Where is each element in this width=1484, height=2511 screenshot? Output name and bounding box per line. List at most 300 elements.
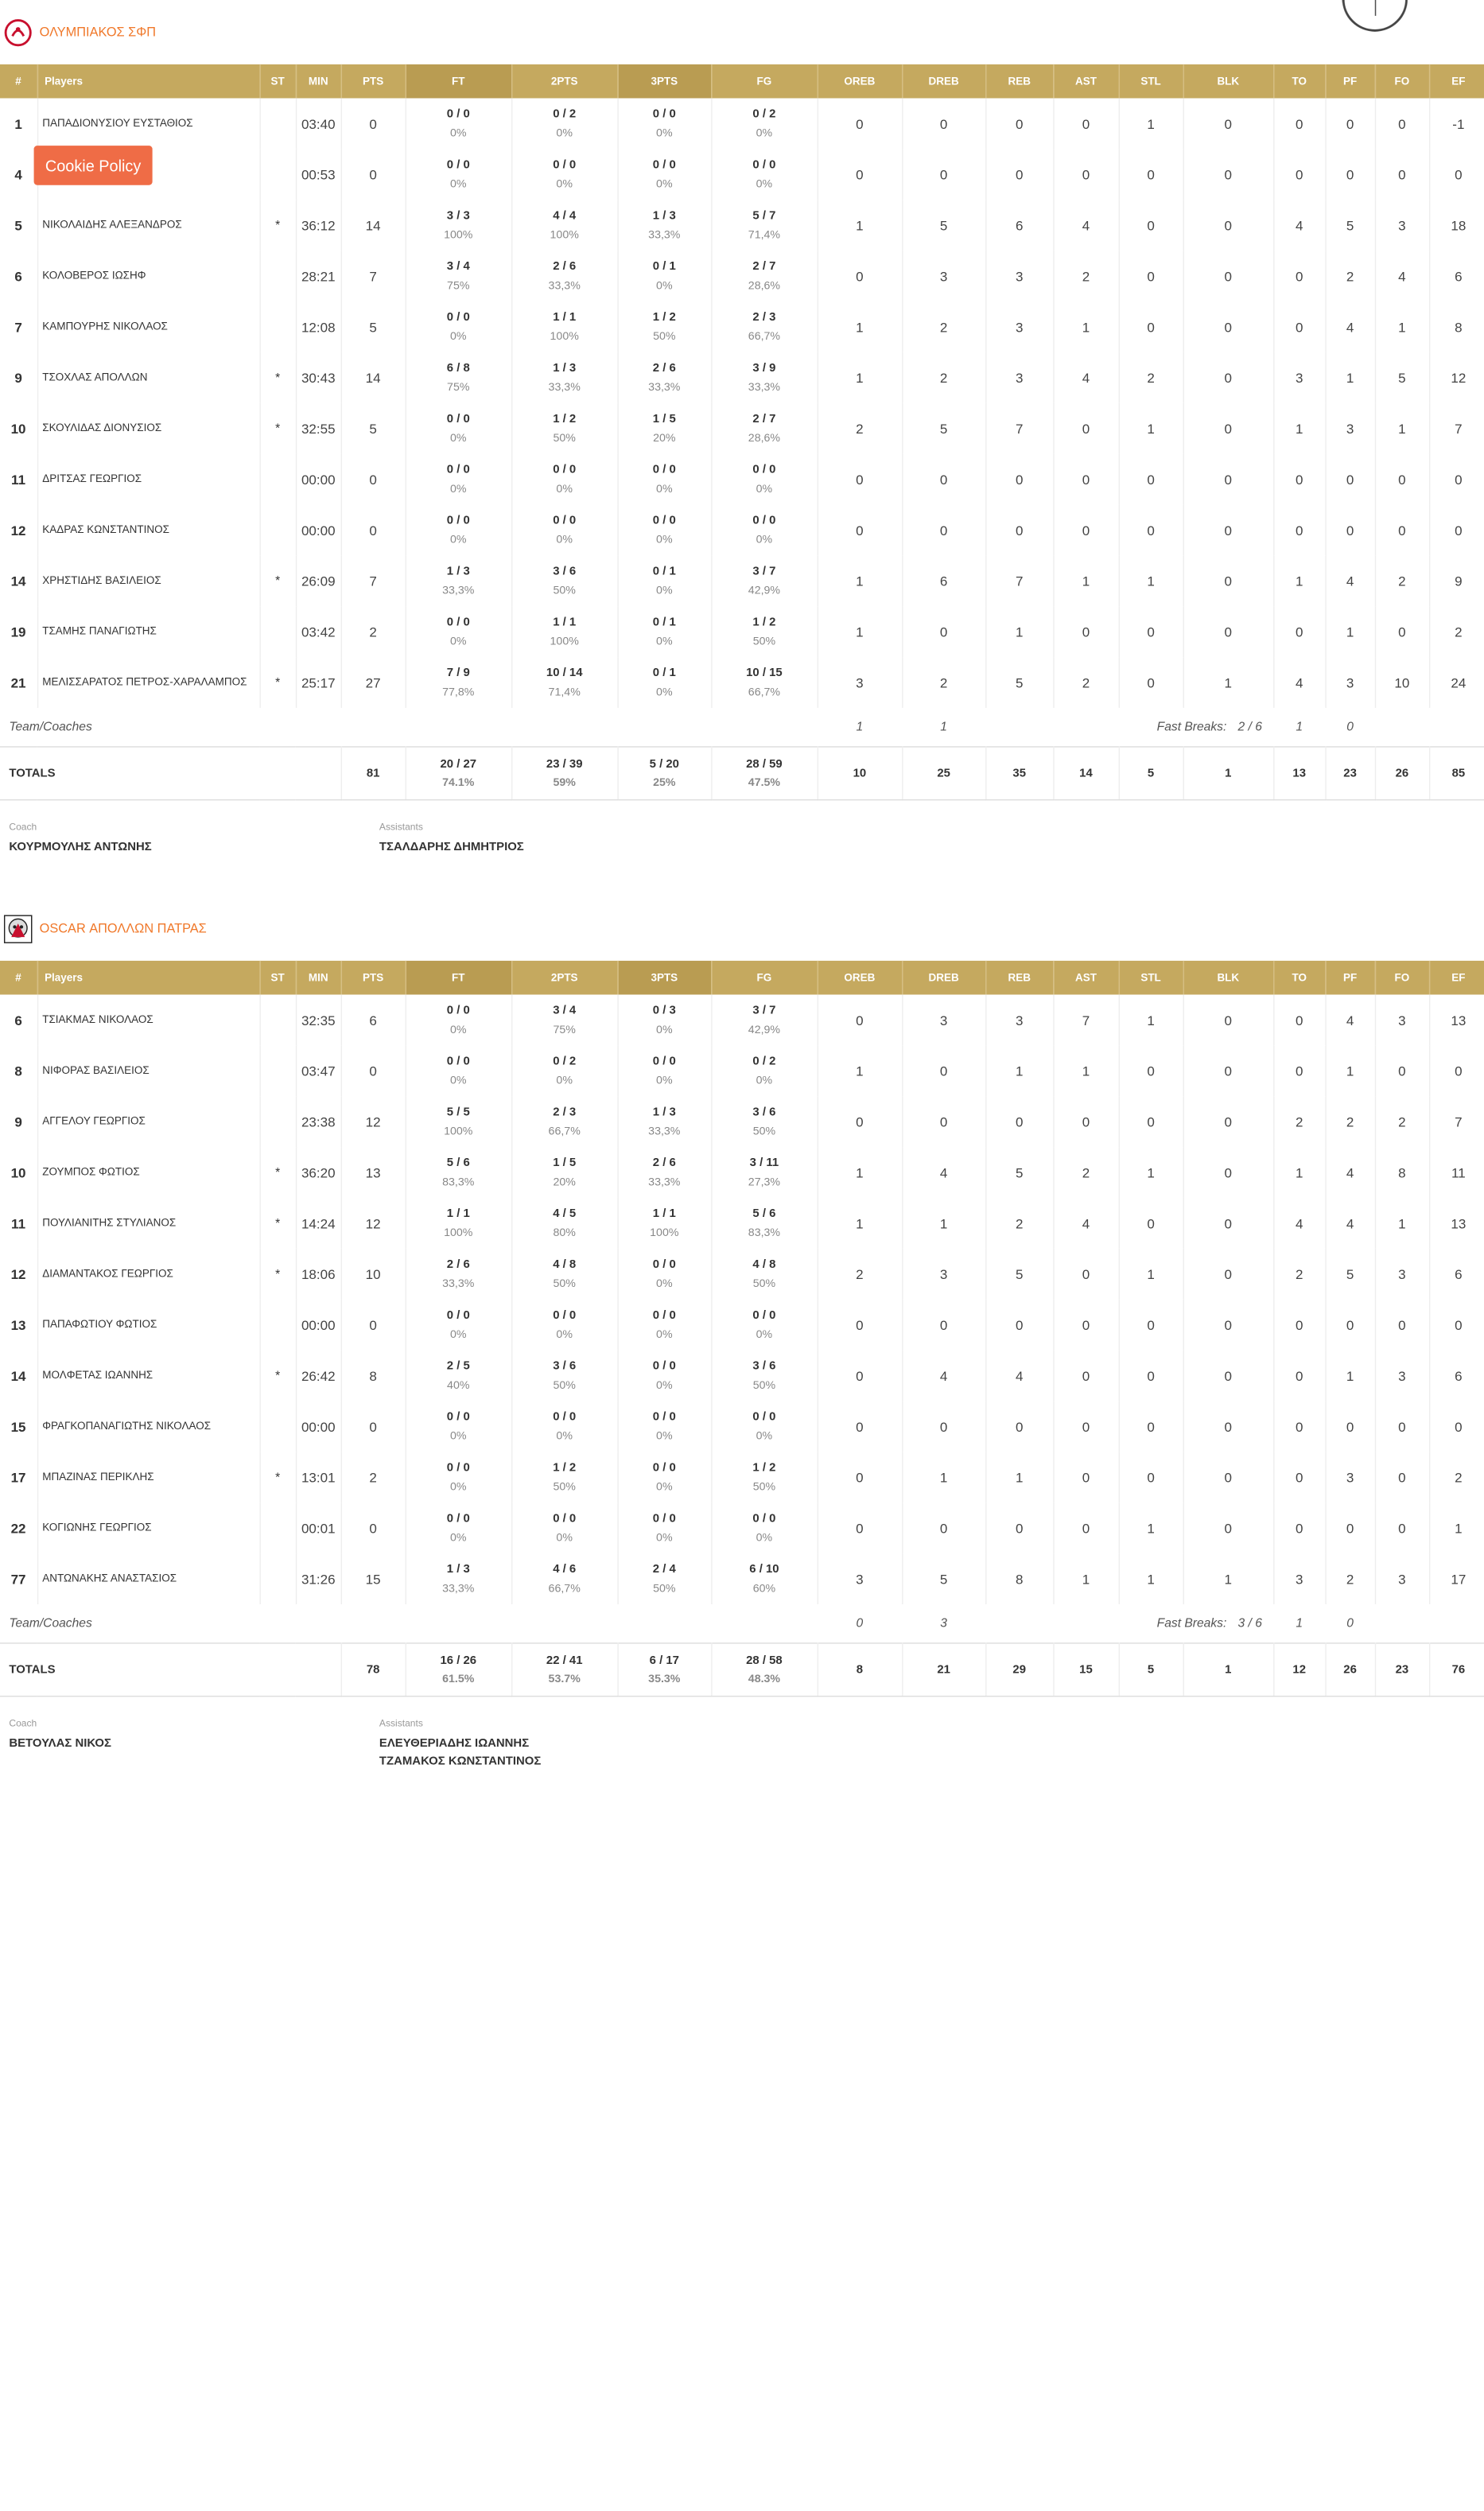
column-header[interactable]: BLK — [1183, 64, 1274, 99]
shooting-cell — [511, 606, 617, 657]
player-row[interactable] — [0, 606, 1484, 657]
stat-ef: 0 — [1429, 149, 1484, 200]
player-name-link[interactable]: ΝΙΦΟΡΑΣ ΒΑΣΙΛΕΙΟΣ — [37, 1045, 260, 1096]
percentage: 100% — [444, 229, 473, 242]
shooting-cell — [617, 555, 711, 606]
total-stl: 5 — [1119, 747, 1183, 800]
total-oreb: 10 — [818, 747, 902, 800]
column-header[interactable]: FT — [406, 961, 511, 995]
player-name-link[interactable]: ΤΣΟΧΛΑΣ ΑΠΟΛΛΩΝ — [37, 352, 260, 403]
percentage: 50% — [653, 330, 676, 344]
stat-oreb: 1 — [818, 555, 902, 606]
made-attempts: 0 / 0 — [752, 157, 776, 172]
player-name-link[interactable]: ΔΙΑΜΑΝΤΑΚΟΣ ΓΕΩΡΓΙΟΣ — [37, 1249, 260, 1300]
player-name-link[interactable]: ΑΓΓΕΛΟΥ ΓΕΩΡΓΙΟΣ — [37, 1096, 260, 1147]
team-oreb: 0 — [856, 1616, 864, 1631]
stat-pf: 5 — [1325, 200, 1374, 251]
stat-oreb: 1 — [818, 301, 902, 352]
column-header[interactable]: DREB — [902, 64, 985, 99]
player-name-link[interactable]: ΤΣΑΜΗΣ ΠΑΝΑΓΙΩΤΗΣ — [37, 606, 260, 657]
stat-oreb: 1 — [818, 606, 902, 657]
player-name-link[interactable]: ΠΟΥΛΙΑΝΙΤΗΣ ΣΤΥΛΙΑΝΟΣ — [37, 1198, 260, 1249]
column-header[interactable]: OREB — [818, 961, 902, 995]
team-name[interactable]: ΟΛΥΜΠΙΑΚΟΣ ΣΦΠ — [39, 25, 157, 39]
stat-reb: 7 — [985, 555, 1053, 606]
shooting-cell — [711, 454, 817, 505]
player-name-link[interactable]: ΣΚΟΥΛΙΔΑΣ ΔΙΟΝΥΣΙΟΣ — [37, 403, 260, 454]
column-header[interactable]: ST — [259, 961, 295, 995]
stat-blk: 0 — [1183, 1147, 1274, 1198]
total-made-attempts: 20 / 27 — [440, 757, 477, 772]
made-attempts: 0 / 1 — [652, 615, 676, 629]
player-row[interactable] — [0, 301, 1484, 352]
stat-ast: 4 — [1053, 1198, 1118, 1249]
stat-reb: 6 — [985, 200, 1053, 251]
stat-reb: 7 — [985, 403, 1053, 454]
column-header[interactable]: MIN — [296, 961, 341, 995]
column-header[interactable]: FG — [711, 64, 817, 99]
shooting-cell — [406, 994, 511, 1045]
stat-dreb: 1 — [902, 1452, 985, 1502]
player-row[interactable] — [0, 454, 1484, 505]
stat-oreb: 0 — [818, 1096, 902, 1147]
shooting-cell — [711, 98, 817, 149]
stat-ef: 7 — [1429, 403, 1484, 454]
stat-ef: 17 — [1429, 1553, 1484, 1604]
shooting-cell — [511, 200, 617, 251]
fast-breaks-value: 2 / 6 — [1237, 720, 1262, 734]
made-attempts: 3 / 6 — [553, 1359, 577, 1373]
percentage: 0% — [656, 1532, 673, 1545]
player-number: 21 — [0, 657, 37, 708]
made-attempts: 0 / 0 — [446, 157, 470, 172]
total-fo: 26 — [1375, 747, 1429, 800]
player-name-link[interactable]: ΚΟΛΟΒΕΡΟΣ ΙΩΣΗΦ — [37, 251, 260, 301]
stat-stl: 1 — [1119, 1147, 1183, 1198]
stat-stl: 0 — [1119, 1096, 1183, 1147]
stat-blk: 0 — [1183, 1502, 1274, 1553]
stat-pf: 1 — [1325, 1045, 1374, 1096]
column-header[interactable]: PTS — [341, 961, 406, 995]
shooting-cell — [711, 1502, 817, 1553]
made-attempts: 3 / 6 — [752, 1359, 776, 1373]
player-row[interactable] — [0, 251, 1484, 301]
shooting-cell — [406, 1096, 511, 1147]
minutes: 03:40 — [296, 98, 341, 149]
percentage: 0% — [556, 534, 573, 546]
stat-oreb: 3 — [818, 1553, 902, 1604]
player-name-link[interactable]: ΚΑΔΡΑΣ ΚΩΝΣΤΑΝΤΙΝΟΣ — [37, 504, 260, 555]
column-header[interactable]: DREB — [902, 961, 985, 995]
stat-blk: 0 — [1183, 606, 1274, 657]
player-name-link[interactable]: ΦΡΑΓΚΟΠΑΝΑΓΙΩΤΗΣ ΝΙΚΟΛΑΟΣ — [37, 1401, 260, 1452]
column-header[interactable]: PF — [1325, 64, 1374, 99]
percentage: 0% — [756, 1075, 773, 1087]
player-number: 13 — [0, 1300, 37, 1351]
player-number: 19 — [0, 606, 37, 657]
shooting-cell — [406, 251, 511, 301]
column-header[interactable]: REB — [985, 64, 1053, 99]
column-header[interactable]: AST — [1053, 64, 1118, 99]
stat-ast: 0 — [1053, 1096, 1118, 1147]
player-row[interactable] — [0, 504, 1484, 555]
made-attempts: 3 / 4 — [446, 259, 470, 274]
shooting-cell — [406, 454, 511, 505]
totals-label: TOTALS — [0, 1643, 341, 1697]
player-name-link[interactable]: ΠΑΠΑΔΙΟΝΥΣΙΟΥ ΕΥΣΤΑΘΙΟΣ — [37, 98, 260, 149]
stat-dreb: 2 — [902, 657, 985, 708]
percentage: 50% — [752, 1125, 776, 1138]
made-attempts: 4 / 6 — [553, 1562, 577, 1576]
percentage: 66,7% — [548, 1125, 581, 1138]
player-row[interactable] — [0, 1147, 1484, 1198]
stat-dreb: 0 — [902, 1045, 985, 1096]
player-row[interactable] — [0, 1096, 1484, 1147]
stat-ef: 6 — [1429, 251, 1484, 301]
stat-ef: 9 — [1429, 555, 1484, 606]
column-header[interactable]: AST — [1053, 961, 1118, 995]
player-row[interactable] — [0, 1249, 1484, 1300]
player-row[interactable] — [0, 352, 1484, 403]
stat-ast: 0 — [1053, 1502, 1118, 1553]
made-attempts: 1 / 1 — [652, 1207, 676, 1221]
total-made-attempts: 28 / 58 — [746, 1654, 783, 1668]
starter-marker: * — [259, 657, 295, 708]
column-header[interactable]: BLK — [1183, 961, 1274, 995]
shooting-cell — [617, 657, 711, 708]
shooting-cell — [511, 1401, 617, 1452]
percentage: 83,3% — [748, 1226, 781, 1240]
column-header[interactable]: STL — [1119, 961, 1183, 995]
made-attempts: 0 / 0 — [652, 1308, 676, 1323]
stat-reb: 5 — [985, 1147, 1053, 1198]
stat-dreb: 0 — [902, 504, 985, 555]
stat-stl: 2 — [1119, 352, 1183, 403]
starter-marker: * — [259, 352, 295, 403]
minutes: 26:42 — [296, 1351, 341, 1401]
boxscore-table — [0, 961, 1484, 1697]
team-to: 1 — [1296, 1616, 1303, 1631]
percentage: 66,7% — [748, 330, 781, 344]
starter-marker — [259, 1401, 295, 1452]
stat-oreb: 0 — [818, 149, 902, 200]
player-row[interactable] — [0, 200, 1484, 251]
stat-to: 1 — [1273, 555, 1325, 606]
column-header[interactable]: Players — [37, 64, 260, 99]
made-attempts: 5 / 7 — [752, 208, 776, 223]
starter-marker — [259, 504, 295, 555]
player-row[interactable] — [0, 1401, 1484, 1452]
percentage: 0% — [756, 1430, 773, 1443]
player-number: 12 — [0, 504, 37, 555]
stat-fo: 2 — [1375, 555, 1429, 606]
fast-breaks — [1053, 1604, 1273, 1643]
player-name-link[interactable]: ΜΟΛΦΕΤΑΣ ΙΩΑΝΝΗΣ — [37, 1351, 260, 1401]
player-name-link[interactable]: ΔΡΙΤΣΑΣ ΓΕΩΡΓΙΟΣ — [37, 454, 260, 505]
made-attempts: 0 / 0 — [652, 1409, 676, 1424]
stat-pf: 0 — [1325, 454, 1374, 505]
player-name-link[interactable]: ΠΑΠΑΦΩΤΙΟΥ ΦΩΤΙΟΣ — [37, 1300, 260, 1351]
column-header[interactable]: # — [0, 961, 37, 995]
player-row[interactable] — [0, 994, 1484, 1045]
points: 0 — [341, 1502, 406, 1553]
stat-oreb: 0 — [818, 1351, 902, 1401]
stat-to: 0 — [1273, 504, 1325, 555]
player-row[interactable] — [0, 1553, 1484, 1604]
column-header[interactable]: Players — [37, 961, 260, 995]
total-percentage: 74.1% — [442, 776, 475, 790]
fast-breaks — [1053, 708, 1273, 747]
starter-marker — [259, 1096, 295, 1147]
points: 12 — [341, 1198, 406, 1249]
shooting-cell — [711, 1198, 817, 1249]
stat-pf: 2 — [1325, 1096, 1374, 1147]
points: 0 — [341, 504, 406, 555]
percentage: 33,3% — [648, 229, 681, 242]
shooting-cell — [617, 1249, 711, 1300]
column-header[interactable]: OREB — [818, 64, 902, 99]
shooting-cell — [406, 200, 511, 251]
player-number: 15 — [0, 1401, 37, 1452]
shooting-cell — [406, 1249, 511, 1300]
percentage: 0% — [656, 1277, 673, 1291]
column-header[interactable]: FO — [1375, 64, 1429, 99]
stat-reb: 1 — [985, 606, 1053, 657]
shooting-cell — [511, 98, 617, 149]
coach-label: Coach — [9, 1716, 37, 1729]
starter-marker: * — [259, 1452, 295, 1502]
made-attempts: 1 / 1 — [553, 310, 577, 325]
made-attempts: 1 / 3 — [446, 1562, 470, 1576]
percentage: 0% — [450, 483, 467, 496]
made-attempts: 2 / 3 — [553, 1105, 577, 1119]
header-row — [0, 961, 1484, 995]
stat-ef: -1 — [1429, 98, 1484, 149]
made-attempts: 3 / 6 — [752, 1105, 776, 1119]
shooting-cell — [617, 98, 711, 149]
column-header[interactable]: TO — [1273, 64, 1325, 99]
column-header[interactable]: FO — [1375, 961, 1429, 995]
made-attempts: 0 / 0 — [553, 462, 577, 476]
shooting-cell — [617, 200, 711, 251]
player-name-link[interactable]: ΧΡΗΣΤΙΔΗΣ ΒΑΣΙΛΕΙΟΣ — [37, 555, 260, 606]
shooting-cell — [711, 1147, 817, 1198]
stat-oreb: 0 — [818, 504, 902, 555]
stat-stl: 0 — [1119, 454, 1183, 505]
column-header[interactable]: FT — [406, 64, 511, 99]
player-name-link[interactable]: ΚΑΜΠΟΥΡΗΣ ΝΙΚΟΛΑΟΣ — [37, 301, 260, 352]
made-attempts: 2 / 3 — [752, 310, 776, 325]
stat-ast: 7 — [1053, 994, 1118, 1045]
player-name-link[interactable]: ΜΠΑΖΙΝΑΣ ΠΕΡΙΚΛΗΣ — [37, 1452, 260, 1502]
stat-pf: 1 — [1325, 1351, 1374, 1401]
shooting-cell — [406, 1502, 511, 1553]
column-header[interactable]: MIN — [296, 64, 341, 99]
points: 0 — [341, 1401, 406, 1452]
player-name-link[interactable]: ΚΟΓΙΩΝΗΣ ΓΕΩΡΓΙΟΣ — [37, 1502, 260, 1553]
player-name-link[interactable]: ΖΟΥΜΠΟΣ ΦΩΤΙΟΣ — [37, 1147, 260, 1198]
shooting-cell — [711, 149, 817, 200]
made-attempts: 0 / 0 — [553, 1409, 577, 1424]
stat-stl: 0 — [1119, 200, 1183, 251]
stat-blk: 0 — [1183, 352, 1274, 403]
column-header[interactable]: # — [0, 64, 37, 99]
cookie-policy-button[interactable]: Cookie Policy — [34, 146, 153, 185]
stat-to: 0 — [1273, 1502, 1325, 1553]
stat-to: 0 — [1273, 1045, 1325, 1096]
column-header[interactable]: EF — [1429, 961, 1484, 995]
player-number: 6 — [0, 994, 37, 1045]
percentage: 0% — [450, 1075, 467, 1087]
total-made-attempts: 16 / 26 — [440, 1654, 477, 1668]
column-header[interactable]: TO — [1273, 961, 1325, 995]
player-row[interactable] — [0, 1300, 1484, 1351]
percentage: 33,3% — [442, 585, 475, 597]
stat-fo: 1 — [1375, 301, 1429, 352]
points: 2 — [341, 1452, 406, 1502]
player-row[interactable] — [0, 1351, 1484, 1401]
player-row[interactable] — [0, 1045, 1484, 1096]
column-header[interactable]: PF — [1325, 961, 1374, 995]
stat-ef: 13 — [1429, 1198, 1484, 1249]
player-name-link[interactable]: ΤΣΙΑΚΜΑΣ ΝΙΚΟΛΑΟΣ — [37, 994, 260, 1045]
percentage: 0% — [656, 534, 673, 546]
column-header[interactable]: REB — [985, 961, 1053, 995]
shooting-cell — [617, 1553, 711, 1604]
percentage: 0% — [656, 1430, 673, 1443]
stat-fo: 0 — [1375, 606, 1429, 657]
stat-ast: 0 — [1053, 98, 1118, 149]
total-points: 81 — [341, 747, 406, 800]
column-header[interactable]: 2PTS — [511, 961, 617, 995]
player-name-link[interactable]: ΜΕΛΙΣΣΑΡΑΤΟΣ ΠΕΤΡΟΣ-ΧΑΡΑΛΑΜΠΟΣ — [37, 657, 260, 708]
column-header[interactable]: FG — [711, 961, 817, 995]
player-name-link[interactable]: ΝΙΚΟΛΑΙΔΗΣ ΑΛΕΞΑΝΔΡΟΣ — [37, 200, 260, 251]
column-header[interactable]: 2PTS — [511, 64, 617, 99]
stat-oreb: 0 — [818, 454, 902, 505]
made-attempts: 0 / 0 — [553, 157, 577, 172]
stat-blk: 0 — [1183, 1249, 1274, 1300]
made-attempts: 1 / 1 — [553, 615, 577, 629]
shooting-cell — [617, 1300, 711, 1351]
column-header[interactable]: STL — [1119, 64, 1183, 99]
points: 0 — [341, 1045, 406, 1096]
player-row[interactable] — [0, 403, 1484, 454]
stat-dreb: 0 — [902, 1096, 985, 1147]
shooting-cell — [511, 149, 617, 200]
stat-ast: 0 — [1053, 149, 1118, 200]
stat-dreb: 3 — [902, 251, 985, 301]
stat-fo: 3 — [1375, 200, 1429, 251]
player-number: 12 — [0, 1249, 37, 1300]
minutes: 00:00 — [296, 1300, 341, 1351]
stat-fo: 3 — [1375, 994, 1429, 1045]
made-attempts: 10 / 15 — [746, 666, 783, 680]
column-header[interactable]: 3PTS — [617, 961, 711, 995]
assistants-label: Assistants — [379, 1716, 423, 1729]
shooting-cell — [617, 1147, 711, 1198]
total-percentage: 35.3% — [648, 1673, 681, 1686]
total-ast: 15 — [1053, 1643, 1118, 1697]
stat-blk: 0 — [1183, 301, 1274, 352]
stat-ef: 2 — [1429, 1452, 1484, 1502]
stat-oreb: 1 — [818, 1045, 902, 1096]
stat-ef: 11 — [1429, 1147, 1484, 1198]
minutes: 03:42 — [296, 606, 341, 657]
coaches-area — [0, 800, 1483, 879]
percentage: 0% — [450, 1481, 467, 1494]
team-name[interactable]: OSCAR ΑΠΟΛΛΩΝ ΠΑΤΡΑΣ — [39, 921, 207, 935]
player-row[interactable] — [0, 657, 1484, 708]
shooting-cell — [617, 403, 711, 454]
player-number: 17 — [0, 1452, 37, 1502]
stat-fo: 0 — [1375, 1300, 1429, 1351]
stat-pf: 0 — [1325, 149, 1374, 200]
made-attempts: 0 / 0 — [652, 1054, 676, 1068]
player-row[interactable] — [0, 1452, 1484, 1502]
stat-pf: 3 — [1325, 657, 1374, 708]
stat-to: 0 — [1273, 994, 1325, 1045]
total-blk: 1 — [1183, 1643, 1274, 1697]
player-row[interactable] — [0, 555, 1484, 606]
made-attempts: 7 / 9 — [446, 666, 470, 680]
starter-marker — [259, 1553, 295, 1604]
player-row[interactable] — [0, 1502, 1484, 1553]
percentage: 0% — [656, 1024, 673, 1037]
percentage: 33,3% — [748, 381, 781, 395]
percentage: 42,9% — [748, 1024, 781, 1037]
column-header[interactable]: EF — [1429, 64, 1484, 99]
column-header[interactable]: 3PTS — [617, 64, 711, 99]
shooting-cell — [711, 606, 817, 657]
made-attempts: 10 / 14 — [546, 666, 583, 680]
player-number: 4 — [0, 149, 37, 200]
stat-blk: 0 — [1183, 1452, 1274, 1502]
team-pf: 0 — [1346, 1616, 1354, 1631]
stat-reb: 0 — [985, 1502, 1053, 1553]
player-name-link[interactable]: ΑΝΤΩΝΑΚΗΣ ΑΝΑΣΤΑΣΙΟΣ — [37, 1553, 260, 1604]
starter-marker — [259, 98, 295, 149]
team-section — [0, 896, 1483, 1776]
starter-marker — [259, 149, 295, 200]
percentage: 28,6% — [748, 280, 781, 293]
team-coaches-label: Team/Coaches — [9, 720, 92, 734]
shooting-cell — [711, 352, 817, 403]
points: 14 — [341, 200, 406, 251]
stat-dreb: 2 — [902, 352, 985, 403]
percentage: 33,3% — [548, 381, 581, 395]
minutes: 00:01 — [296, 1502, 341, 1553]
column-header[interactable]: ST — [259, 64, 295, 99]
stat-pf: 0 — [1325, 1502, 1374, 1553]
stat-stl: 1 — [1119, 555, 1183, 606]
made-attempts: 6 / 10 — [749, 1562, 779, 1576]
made-attempts: 0 / 0 — [553, 513, 577, 527]
column-header[interactable]: PTS — [341, 64, 406, 99]
stat-oreb: 0 — [818, 1452, 902, 1502]
stat-reb: 1 — [985, 1452, 1053, 1502]
player-row[interactable] — [0, 1198, 1484, 1249]
starter-marker: * — [259, 403, 295, 454]
made-attempts: 2 / 6 — [553, 259, 577, 274]
stat-fo: 0 — [1375, 454, 1429, 505]
stat-blk: 0 — [1183, 1300, 1274, 1351]
starter-marker — [259, 994, 295, 1045]
shooting-cell — [406, 657, 511, 708]
player-row[interactable] — [0, 98, 1484, 149]
player-row[interactable] — [0, 149, 1484, 200]
stat-stl: 1 — [1119, 98, 1183, 149]
